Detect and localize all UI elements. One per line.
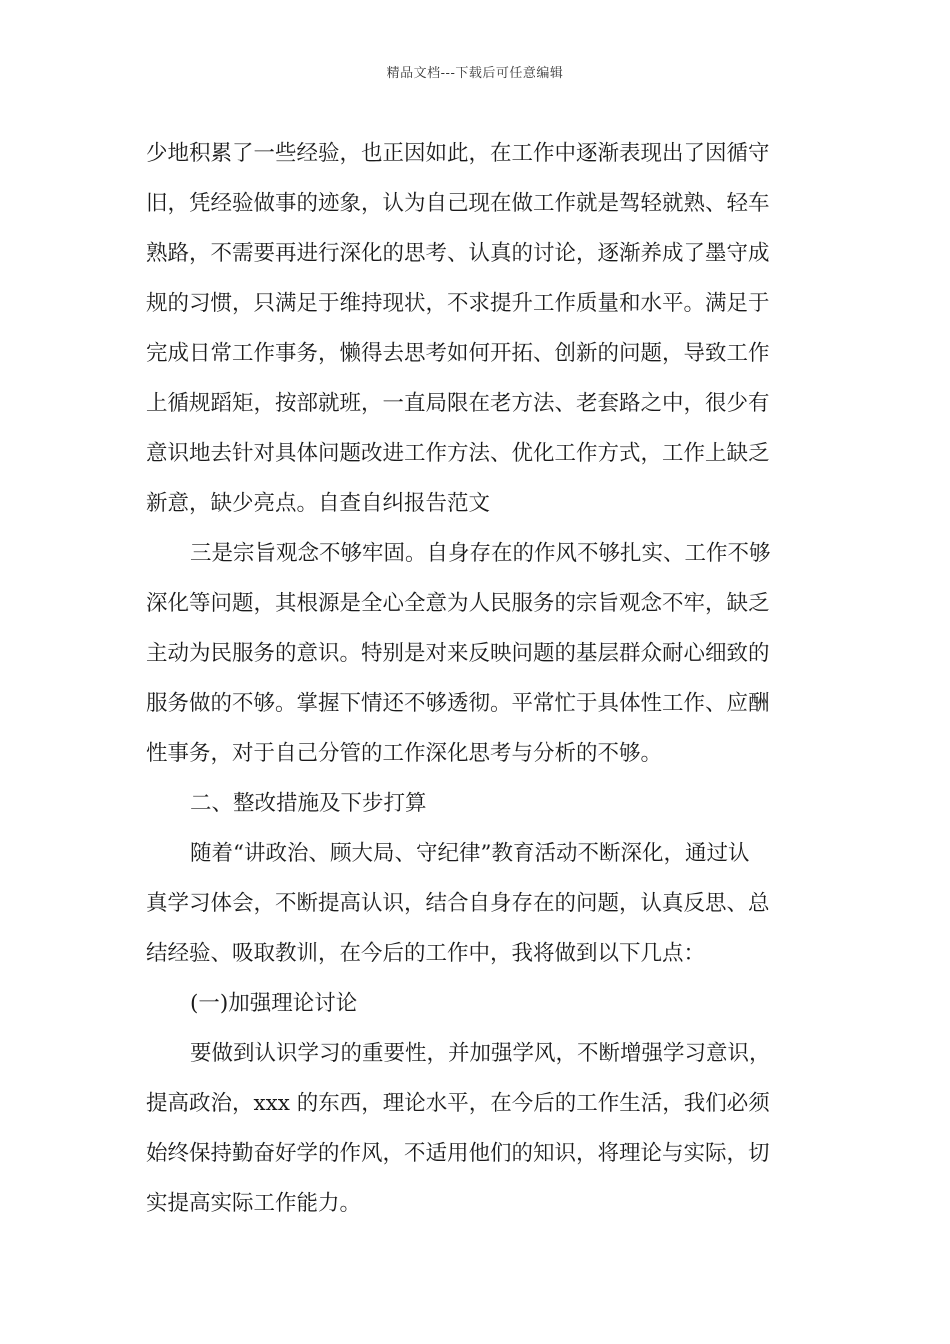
subsection-heading: (一)加强理论讨论: [190, 991, 358, 1016]
paragraph-start-line: 要做到认识学习的重要性，并加强学风，不断增强学习意识，: [190, 1041, 771, 1066]
text-line: 新意，缺少亮点。自查自纠报告范文: [146, 491, 491, 516]
text-line: 熟路，不需要再进行深化的思考、认真的讨论，逐渐养成了墨守成: [146, 241, 770, 266]
section-heading: 二、整改措施及下步打算: [190, 791, 427, 816]
text-line: 实提高实际工作能力。: [146, 1191, 362, 1216]
text-line: 深化等问题，其根源是全心全意为人民服务的宗旨观念不牢，缺乏: [146, 591, 770, 616]
text-line: 规的习惯，只满足于维持现状，不求提升工作质量和水平。满足于: [146, 291, 770, 316]
text-line: 提高政治，xxx 的东西，理论水平，在今后的工作生活，我们必须: [146, 1091, 770, 1116]
text-line: 主动为民服务的意识。特别是对来反映问题的基层群众耐心细致的: [146, 641, 770, 666]
text-line: 旧，凭经验做事的迹象，认为自己现在做工作就是驾轻就熟、轻车: [146, 191, 770, 216]
text-line: 意识地去针对具体问题改进工作方法、优化工作方式，工作上缺乏: [146, 441, 770, 466]
text-line: 性事务，对于自己分管的工作深化思考与分析的不够。: [146, 741, 663, 766]
text-line: 真学习体会，不断提高认识，结合自身存在的问题，认真反思、总: [146, 891, 770, 916]
page-header: 精品文档---下载后可任意编辑: [386, 66, 564, 81]
paragraph-start-line: 随着“讲政治、顾大局、守纪律”教育活动不断深化，通过认: [190, 841, 750, 866]
text-line: 结经验、吸取教训，在今后的工作中，我将做到以下几点：: [146, 941, 706, 966]
body-text: [146, 129, 808, 1229]
text-line: 完成日常工作事务，懒得去思考如何开拓、创新的问题，导致工作: [146, 341, 770, 366]
text-line: 服务做的不够。掌握下情还不够透彻。平常忙于具体性工作、应酬: [146, 691, 770, 716]
text-line: 上循规蹈矩，按部就班，一直局限在老方法、老套路之中，很少有: [146, 391, 770, 416]
text-line: 少地积累了一些经验，也正因如此，在工作中逐渐表现出了因循守: [146, 141, 770, 166]
text-line: 始终保持勤奋好学的作风，不适用他们的知识，将理论与实际，切: [146, 1141, 770, 1166]
paragraph-start-line: 三是宗旨观念不够牢固。自身存在的作风不够扎实、工作不够: [190, 541, 771, 566]
